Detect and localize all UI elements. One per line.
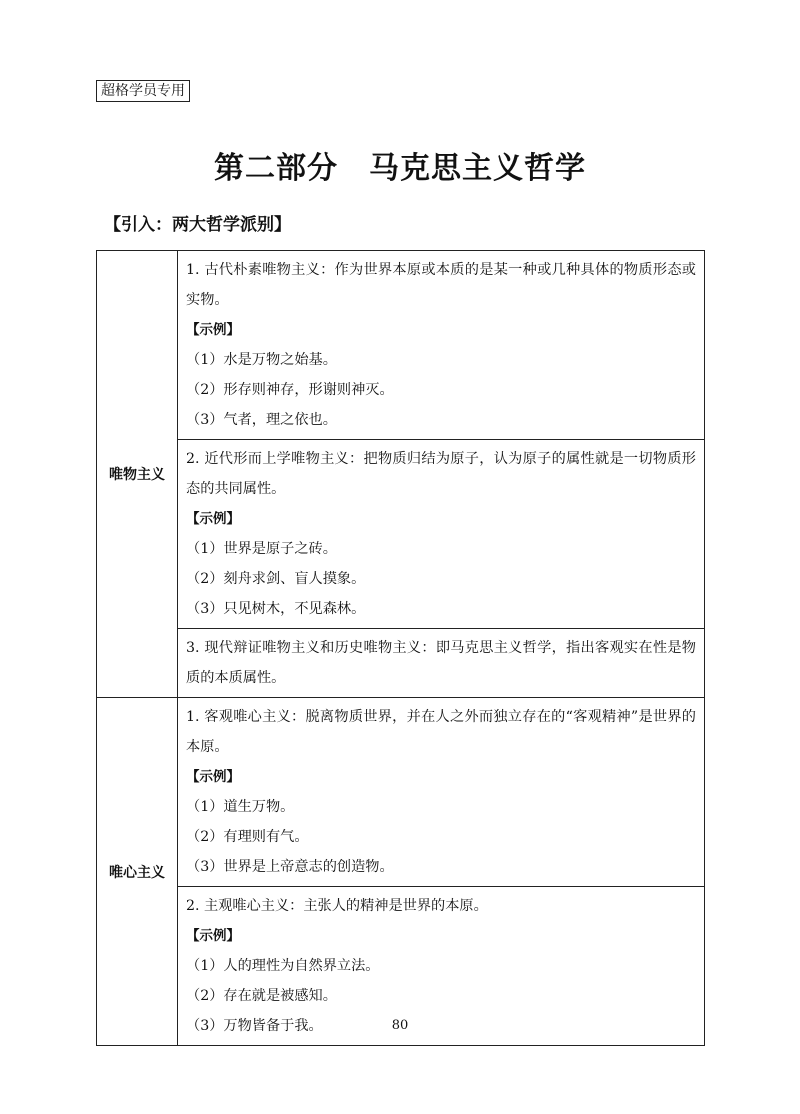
example-item: （2）存在就是被感知。 (186, 988, 337, 1004)
table-row (97, 440, 705, 629)
example-item: （2）有理则有气。 (186, 829, 309, 845)
example-item: （1）人的理性为自然界立法。 (186, 958, 380, 974)
example-item: （2）刻舟求剑、盲人摸象。 (186, 571, 366, 587)
example-label: 【示例】 (186, 928, 240, 944)
entry-heading: 1. 古代朴素唯物主义：作为世界本原或本质的是某一种或几种具体的物质形态或实物。 (186, 262, 696, 308)
example-item: （1）世界是原子之砖。 (186, 541, 337, 557)
table-row (97, 629, 705, 698)
table-row (97, 251, 705, 440)
entry-heading: 3. 现代辩证唯物主义和历史唯物主义：即马克思主义哲学，指出客观实在性是物质的本质属性。 (186, 640, 696, 686)
example-item: （3）万物皆备于我。 (186, 1018, 323, 1034)
example-label: 【示例】 (186, 769, 240, 785)
exclusive-tag: 超格学员专用 (96, 80, 190, 102)
example-item: （1）水是万物之始基。 (186, 352, 337, 368)
intro-heading: 【引入：两大哲学派别】 (104, 215, 291, 235)
entry-cell (178, 698, 705, 887)
entry-heading: 2. 主观唯心主义：主张人的精神是世界的本原。 (186, 898, 488, 914)
entry-cell (178, 629, 705, 698)
entry-heading: 1. 客观唯心主义：脱离物质世界，并在人之外而独立存在的“客观精神”是世界的本原。 (186, 709, 696, 755)
table-row (97, 698, 705, 887)
page-title: 第二部分 马克思主义哲学 (214, 151, 586, 186)
example-label: 【示例】 (186, 322, 240, 338)
example-item: （1）道生万物。 (186, 799, 295, 815)
example-item: （2）形存则神存，形谢则神灭。 (186, 382, 394, 398)
page-number: 80 (391, 1018, 409, 1033)
entry-heading: 2. 近代形而上学唯物主义：把物质归结为原子，认为原子的属性就是一切物质形态的共同属性。 (186, 451, 696, 497)
category-materialism: 唯物主义 (97, 251, 178, 698)
example-label: 【示例】 (186, 511, 240, 527)
example-item: （3）只见树木，不见森林。 (186, 601, 366, 617)
philosophy-table (96, 250, 705, 1046)
entry-cell (178, 440, 705, 629)
example-item: （3）气者，理之依也。 (186, 412, 337, 428)
category-idealism: 唯心主义 (97, 698, 178, 1046)
entry-cell (178, 251, 705, 440)
example-item: （3）世界是上帝意志的创造物。 (186, 859, 394, 875)
